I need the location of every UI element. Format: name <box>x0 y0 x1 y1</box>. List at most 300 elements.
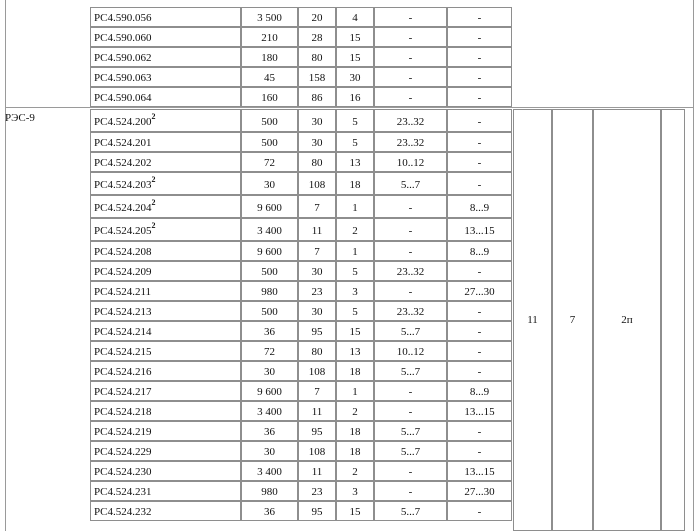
table-cell-d <box>374 341 447 361</box>
table-cell-c <box>336 361 374 381</box>
cell-text: 1 <box>352 246 358 258</box>
cell-text: 5...7 <box>400 179 421 191</box>
table-cell-e <box>447 152 512 172</box>
table-cell-d <box>374 421 447 441</box>
cell-text: 4 <box>352 12 358 24</box>
cell-text: PC4.524.217 <box>94 386 152 398</box>
table-cell-c <box>336 218 374 241</box>
table-cell-b <box>298 501 336 521</box>
cell-text: PC4.590.056 <box>94 12 152 24</box>
table-cell-code <box>90 87 241 107</box>
cell-text: - <box>408 246 413 258</box>
cell-text: 5...7 <box>400 426 421 438</box>
cell-text: 500 <box>261 306 278 318</box>
table-cell-b <box>298 321 336 341</box>
group-value-2: 7 <box>552 109 593 531</box>
cell-text: 15 <box>349 32 361 44</box>
cell-text: 30 <box>264 446 275 458</box>
table-cell-e <box>447 441 512 461</box>
cell-text: PC4.524.215 <box>94 346 152 358</box>
cell-text: 1 <box>352 202 358 214</box>
table-cell-b <box>298 361 336 381</box>
table-cell-code <box>90 441 241 461</box>
table-cell-c <box>336 441 374 461</box>
table-cell-code <box>90 281 241 301</box>
table-cell-code <box>90 47 241 67</box>
footnote-marker: 2 <box>151 112 156 122</box>
table-cell-c <box>336 152 374 172</box>
cell-text: 3 500 <box>257 12 282 24</box>
table-cell-code <box>90 195 241 218</box>
cell-text: 15 <box>349 52 361 64</box>
cell-text: - <box>408 225 413 237</box>
cell-text: PC4.590.060 <box>94 32 152 44</box>
cell-text: - <box>408 52 413 64</box>
table-cell-a <box>241 341 298 361</box>
cell-text: 9 600 <box>257 202 282 214</box>
table-cell-b <box>298 401 336 421</box>
table-cell-d <box>374 381 447 401</box>
table-cell-c <box>336 195 374 218</box>
table-cell-a <box>241 281 298 301</box>
cell-text: PC4.524.218 <box>94 406 152 418</box>
cell-text: PC4.524.213 <box>94 306 152 318</box>
table-cell-e <box>447 401 512 421</box>
cell-text: - <box>477 52 482 64</box>
table-cell-a <box>241 67 298 87</box>
cell-text: 3 400 <box>257 225 282 237</box>
cell-text: 7 <box>314 386 320 398</box>
cell-text: 5...7 <box>400 366 421 378</box>
cell-text: 80 <box>311 157 323 169</box>
table-cell-c <box>336 172 374 195</box>
cell-text: 13 <box>349 157 361 169</box>
table-cell-a <box>241 152 298 172</box>
table-cell-code <box>90 7 241 27</box>
cell-text: 27...30 <box>464 486 495 498</box>
table-cell-code <box>90 301 241 321</box>
cell-text: 9 600 <box>257 386 282 398</box>
table-cell-a <box>241 441 298 461</box>
cell-text: - <box>408 406 413 418</box>
cell-text: - <box>477 326 482 338</box>
cell-text: 3 <box>352 286 358 298</box>
cell-text: - <box>477 116 482 128</box>
cell-text: - <box>477 12 482 24</box>
cell-text: PC4.524.201 <box>94 137 152 149</box>
cell-text: 5...7 <box>400 446 421 458</box>
table-cell-code <box>90 241 241 261</box>
table-cell-d <box>374 132 447 152</box>
table-cell-e <box>447 321 512 341</box>
table-cell-d <box>374 401 447 421</box>
table-cell-a <box>241 109 298 132</box>
cell-text: 23..32 <box>396 306 425 318</box>
cell-text: 8...9 <box>469 202 490 214</box>
table-cell-b <box>298 461 336 481</box>
group-value-3: 2п <box>593 109 661 531</box>
cell-text: - <box>408 92 413 104</box>
cell-text: PC4.524.231 <box>94 486 152 498</box>
cell-text: 158 <box>308 72 326 84</box>
cell-text: PC4.524.232 <box>94 506 152 518</box>
cell-text: PC4.524.200 <box>94 116 152 128</box>
table-cell-a <box>241 172 298 195</box>
cell-text: 28 <box>311 32 323 44</box>
cell-text: 980 <box>261 286 278 298</box>
cell-text: PC4.590.064 <box>94 92 152 104</box>
table-cell-e <box>447 461 512 481</box>
table-cell-d <box>374 172 447 195</box>
cell-text: 7 <box>314 246 320 258</box>
cell-text: 30 <box>264 179 275 191</box>
table-cell-c <box>336 301 374 321</box>
table-cell-e <box>447 341 512 361</box>
table-cell-code <box>90 501 241 521</box>
table-cell-b <box>298 421 336 441</box>
table-cell-e <box>447 481 512 501</box>
table-cell-d <box>374 321 447 341</box>
table-cell-a <box>241 421 298 441</box>
table-cell-d <box>374 87 447 107</box>
table-cell-a <box>241 381 298 401</box>
cell-text: - <box>477 32 482 44</box>
cell-text: 5...7 <box>400 326 421 338</box>
table-cell-e <box>447 67 512 87</box>
cell-text: 27...30 <box>464 286 495 298</box>
cell-text: 23 <box>311 286 323 298</box>
table-cell-c <box>336 421 374 441</box>
cell-text: 23..32 <box>396 137 425 149</box>
cell-text: PC4.524.209 <box>94 266 152 278</box>
table-cell-b <box>298 241 336 261</box>
group-label: РЭС-9 <box>5 112 35 124</box>
table-cell-c <box>336 401 374 421</box>
table-cell-code <box>90 152 241 172</box>
table-cell-d <box>374 301 447 321</box>
table-cell-d <box>374 218 447 241</box>
table-cell-c <box>336 241 374 261</box>
table-cell-e <box>447 381 512 401</box>
cell-text: 11 <box>311 225 323 237</box>
cell-text: 108 <box>308 366 326 378</box>
group-value-1: 11 <box>513 109 552 531</box>
cell-text: 95 <box>311 506 323 518</box>
cell-text: 95 <box>311 426 323 438</box>
table-cell-b <box>298 152 336 172</box>
cell-text: 36 <box>264 426 275 438</box>
cell-text: - <box>477 306 482 318</box>
table-cell-code <box>90 461 241 481</box>
table-cell-c <box>336 501 374 521</box>
cell-text: 13 <box>349 346 361 358</box>
table-cell-b <box>298 301 336 321</box>
table-cell-b <box>298 481 336 501</box>
table-cell-e <box>447 361 512 381</box>
table-cell-e <box>447 421 512 441</box>
table-cell-code <box>90 172 241 195</box>
table-cell-a <box>241 401 298 421</box>
table-cell-b <box>298 172 336 195</box>
cell-text: 2 <box>352 406 358 418</box>
table-cell-a <box>241 87 298 107</box>
group-divider <box>5 107 694 108</box>
table-cell-c <box>336 461 374 481</box>
cell-text: - <box>408 202 413 214</box>
table-cell-b <box>298 27 336 47</box>
cell-text: 3 400 <box>257 406 282 418</box>
table-cell-a <box>241 27 298 47</box>
cell-text: - <box>477 72 482 84</box>
table-cell-code <box>90 27 241 47</box>
table-cell-d <box>374 109 447 132</box>
cell-text: 23..32 <box>396 266 425 278</box>
left-border <box>5 0 6 531</box>
cell-text: 2 <box>352 225 358 237</box>
table-cell-a <box>241 7 298 27</box>
table-cell-code <box>90 481 241 501</box>
cell-text: 13...15 <box>464 406 495 418</box>
table-cell-c <box>336 7 374 27</box>
table-cell-e <box>447 195 512 218</box>
cell-text: PC4.524.214 <box>94 326 152 338</box>
table-cell-c <box>336 67 374 87</box>
cell-text: 18 <box>349 179 361 191</box>
cell-text: 108 <box>308 446 326 458</box>
table-cell-code <box>90 132 241 152</box>
cell-text: - <box>408 486 413 498</box>
table-cell-b <box>298 109 336 132</box>
cell-text: PC4.524.219 <box>94 426 152 438</box>
table-cell-c <box>336 87 374 107</box>
cell-text: 15 <box>349 326 361 338</box>
table-cell-a <box>241 132 298 152</box>
cell-text: 20 <box>311 12 323 24</box>
cell-text: 30 <box>311 116 323 128</box>
cell-text: 45 <box>264 72 275 84</box>
cell-text: 18 <box>349 446 361 458</box>
table-cell-code <box>90 381 241 401</box>
cell-text: 3 400 <box>257 466 282 478</box>
cell-text: 10..12 <box>396 157 425 169</box>
table-cell-a <box>241 321 298 341</box>
cell-text: - <box>408 286 413 298</box>
cell-text: 18 <box>349 366 361 378</box>
cell-text: 5 <box>352 266 358 278</box>
cell-text: 18 <box>349 426 361 438</box>
table-cell-code <box>90 341 241 361</box>
table-cell-code <box>90 218 241 241</box>
cell-text: 80 <box>311 346 323 358</box>
table-cell-a <box>241 47 298 67</box>
table-cell-a <box>241 461 298 481</box>
table-cell-a <box>241 481 298 501</box>
table-cell-d <box>374 47 447 67</box>
cell-text: - <box>477 506 482 518</box>
table-cell-d <box>374 152 447 172</box>
cell-text: 980 <box>261 486 278 498</box>
cell-text: 2 <box>352 466 358 478</box>
table-cell-d <box>374 261 447 281</box>
table-cell-b <box>298 341 336 361</box>
table-cell-d <box>374 7 447 27</box>
table-cell-code <box>90 421 241 441</box>
cell-text: 8...9 <box>469 386 490 398</box>
cell-text: 11 <box>311 466 323 478</box>
table-cell-b <box>298 281 336 301</box>
cell-text: PC4.524.216 <box>94 366 152 378</box>
table-cell-e <box>447 7 512 27</box>
table-cell-c <box>336 341 374 361</box>
table-cell-e <box>447 172 512 195</box>
cell-text: 10..12 <box>396 346 425 358</box>
cell-text: PC4.524.204 <box>94 202 152 214</box>
table-cell-e <box>447 301 512 321</box>
table-cell-code <box>90 67 241 87</box>
table-cell-c <box>336 261 374 281</box>
cell-text: 9 600 <box>257 246 282 258</box>
table-cell-d <box>374 461 447 481</box>
table-cell-a <box>241 261 298 281</box>
table-cell-c <box>336 481 374 501</box>
cell-text: 23 <box>311 486 323 498</box>
footnote-marker: 2 <box>151 175 156 185</box>
cell-text: 23..32 <box>396 116 425 128</box>
cell-text: 72 <box>264 157 275 169</box>
cell-text: - <box>408 72 413 84</box>
table-cell-a <box>241 361 298 381</box>
cell-text: 160 <box>261 92 278 104</box>
cell-text: - <box>477 426 482 438</box>
table-cell-a <box>241 241 298 261</box>
table-cell-e <box>447 261 512 281</box>
table-cell-b <box>298 381 336 401</box>
cell-text: PC4.524.208 <box>94 246 152 258</box>
cell-text: 95 <box>311 326 323 338</box>
table-cell-d <box>374 441 447 461</box>
table-cell-e <box>447 281 512 301</box>
cell-text: - <box>408 386 413 398</box>
cell-text: 72 <box>264 346 275 358</box>
table-cell-c <box>336 321 374 341</box>
group-value-4-empty <box>661 109 685 531</box>
table-cell-b <box>298 132 336 152</box>
table-cell-d <box>374 501 447 521</box>
cell-text: 8...9 <box>469 246 490 258</box>
cell-text: 30 <box>264 366 275 378</box>
table-cell-c <box>336 109 374 132</box>
table-cell-b <box>298 7 336 27</box>
cell-text: - <box>408 466 413 478</box>
table-cell-e <box>447 27 512 47</box>
cell-text: 210 <box>261 32 278 44</box>
table-cell-code <box>90 401 241 421</box>
table-cell-code <box>90 361 241 381</box>
table-cell-c <box>336 281 374 301</box>
table-cell-b <box>298 87 336 107</box>
table-cell-d <box>374 195 447 218</box>
cell-text: 36 <box>264 506 275 518</box>
table-cell-e <box>447 87 512 107</box>
cell-text: - <box>477 266 482 278</box>
cell-text: PC4.524.229 <box>94 446 152 458</box>
cell-text: PC4.524.230 <box>94 466 152 478</box>
table-cell-b <box>298 441 336 461</box>
cell-text: 5 <box>352 137 358 149</box>
table-cell-b <box>298 195 336 218</box>
cell-text: 1 <box>352 386 358 398</box>
cell-text: PC4.524.202 <box>94 157 152 169</box>
table-cell-b <box>298 47 336 67</box>
cell-text: 180 <box>261 52 278 64</box>
footnote-marker: 2 <box>151 198 156 208</box>
cell-text: - <box>477 366 482 378</box>
table-cell-c <box>336 47 374 67</box>
cell-text: 3 <box>352 486 358 498</box>
table-cell-code <box>90 321 241 341</box>
cell-text: 36 <box>264 326 275 338</box>
table-cell-d <box>374 481 447 501</box>
cell-text: - <box>477 157 482 169</box>
cell-text: 16 <box>349 92 361 104</box>
table-cell-b <box>298 218 336 241</box>
cell-text: - <box>477 446 482 458</box>
table-cell-e <box>447 47 512 67</box>
table-cell-c <box>336 132 374 152</box>
cell-text: 7 <box>314 202 320 214</box>
cell-text: 30 <box>349 72 361 84</box>
cell-text: PC4.590.062 <box>94 52 152 64</box>
table-cell-code <box>90 109 241 132</box>
right-border <box>693 0 694 531</box>
cell-text: 86 <box>311 92 323 104</box>
table-cell-d <box>374 281 447 301</box>
cell-text: - <box>477 137 482 149</box>
table-cell-a <box>241 301 298 321</box>
cell-text: - <box>477 92 482 104</box>
table-cell-a <box>241 218 298 241</box>
cell-text: 15 <box>349 506 361 518</box>
table-cell-b <box>298 261 336 281</box>
cell-text: 13...15 <box>464 466 495 478</box>
cell-text: PC4.590.063 <box>94 72 152 84</box>
cell-text: 500 <box>261 116 278 128</box>
table-cell-a <box>241 195 298 218</box>
table-cell-e <box>447 109 512 132</box>
table-cell-e <box>447 501 512 521</box>
table-cell-d <box>374 27 447 47</box>
table-cell-b <box>298 67 336 87</box>
cell-text: 13...15 <box>464 225 495 237</box>
cell-text: PC4.524.203 <box>94 179 152 191</box>
table-cell-e <box>447 241 512 261</box>
table-cell-d <box>374 67 447 87</box>
cell-text: - <box>477 346 482 358</box>
table-cell-e <box>447 132 512 152</box>
cell-text: - <box>408 12 413 24</box>
cell-text: PC4.524.211 <box>94 286 152 298</box>
cell-text: 500 <box>261 137 278 149</box>
table-cell-c <box>336 27 374 47</box>
table-cell-e <box>447 218 512 241</box>
cell-text: 5 <box>352 306 358 318</box>
table-cell-d <box>374 361 447 381</box>
cell-text: 108 <box>308 179 326 191</box>
table-cell-a <box>241 501 298 521</box>
cell-text: 30 <box>311 266 323 278</box>
cell-text: 30 <box>311 137 323 149</box>
cell-text: 500 <box>261 266 278 278</box>
